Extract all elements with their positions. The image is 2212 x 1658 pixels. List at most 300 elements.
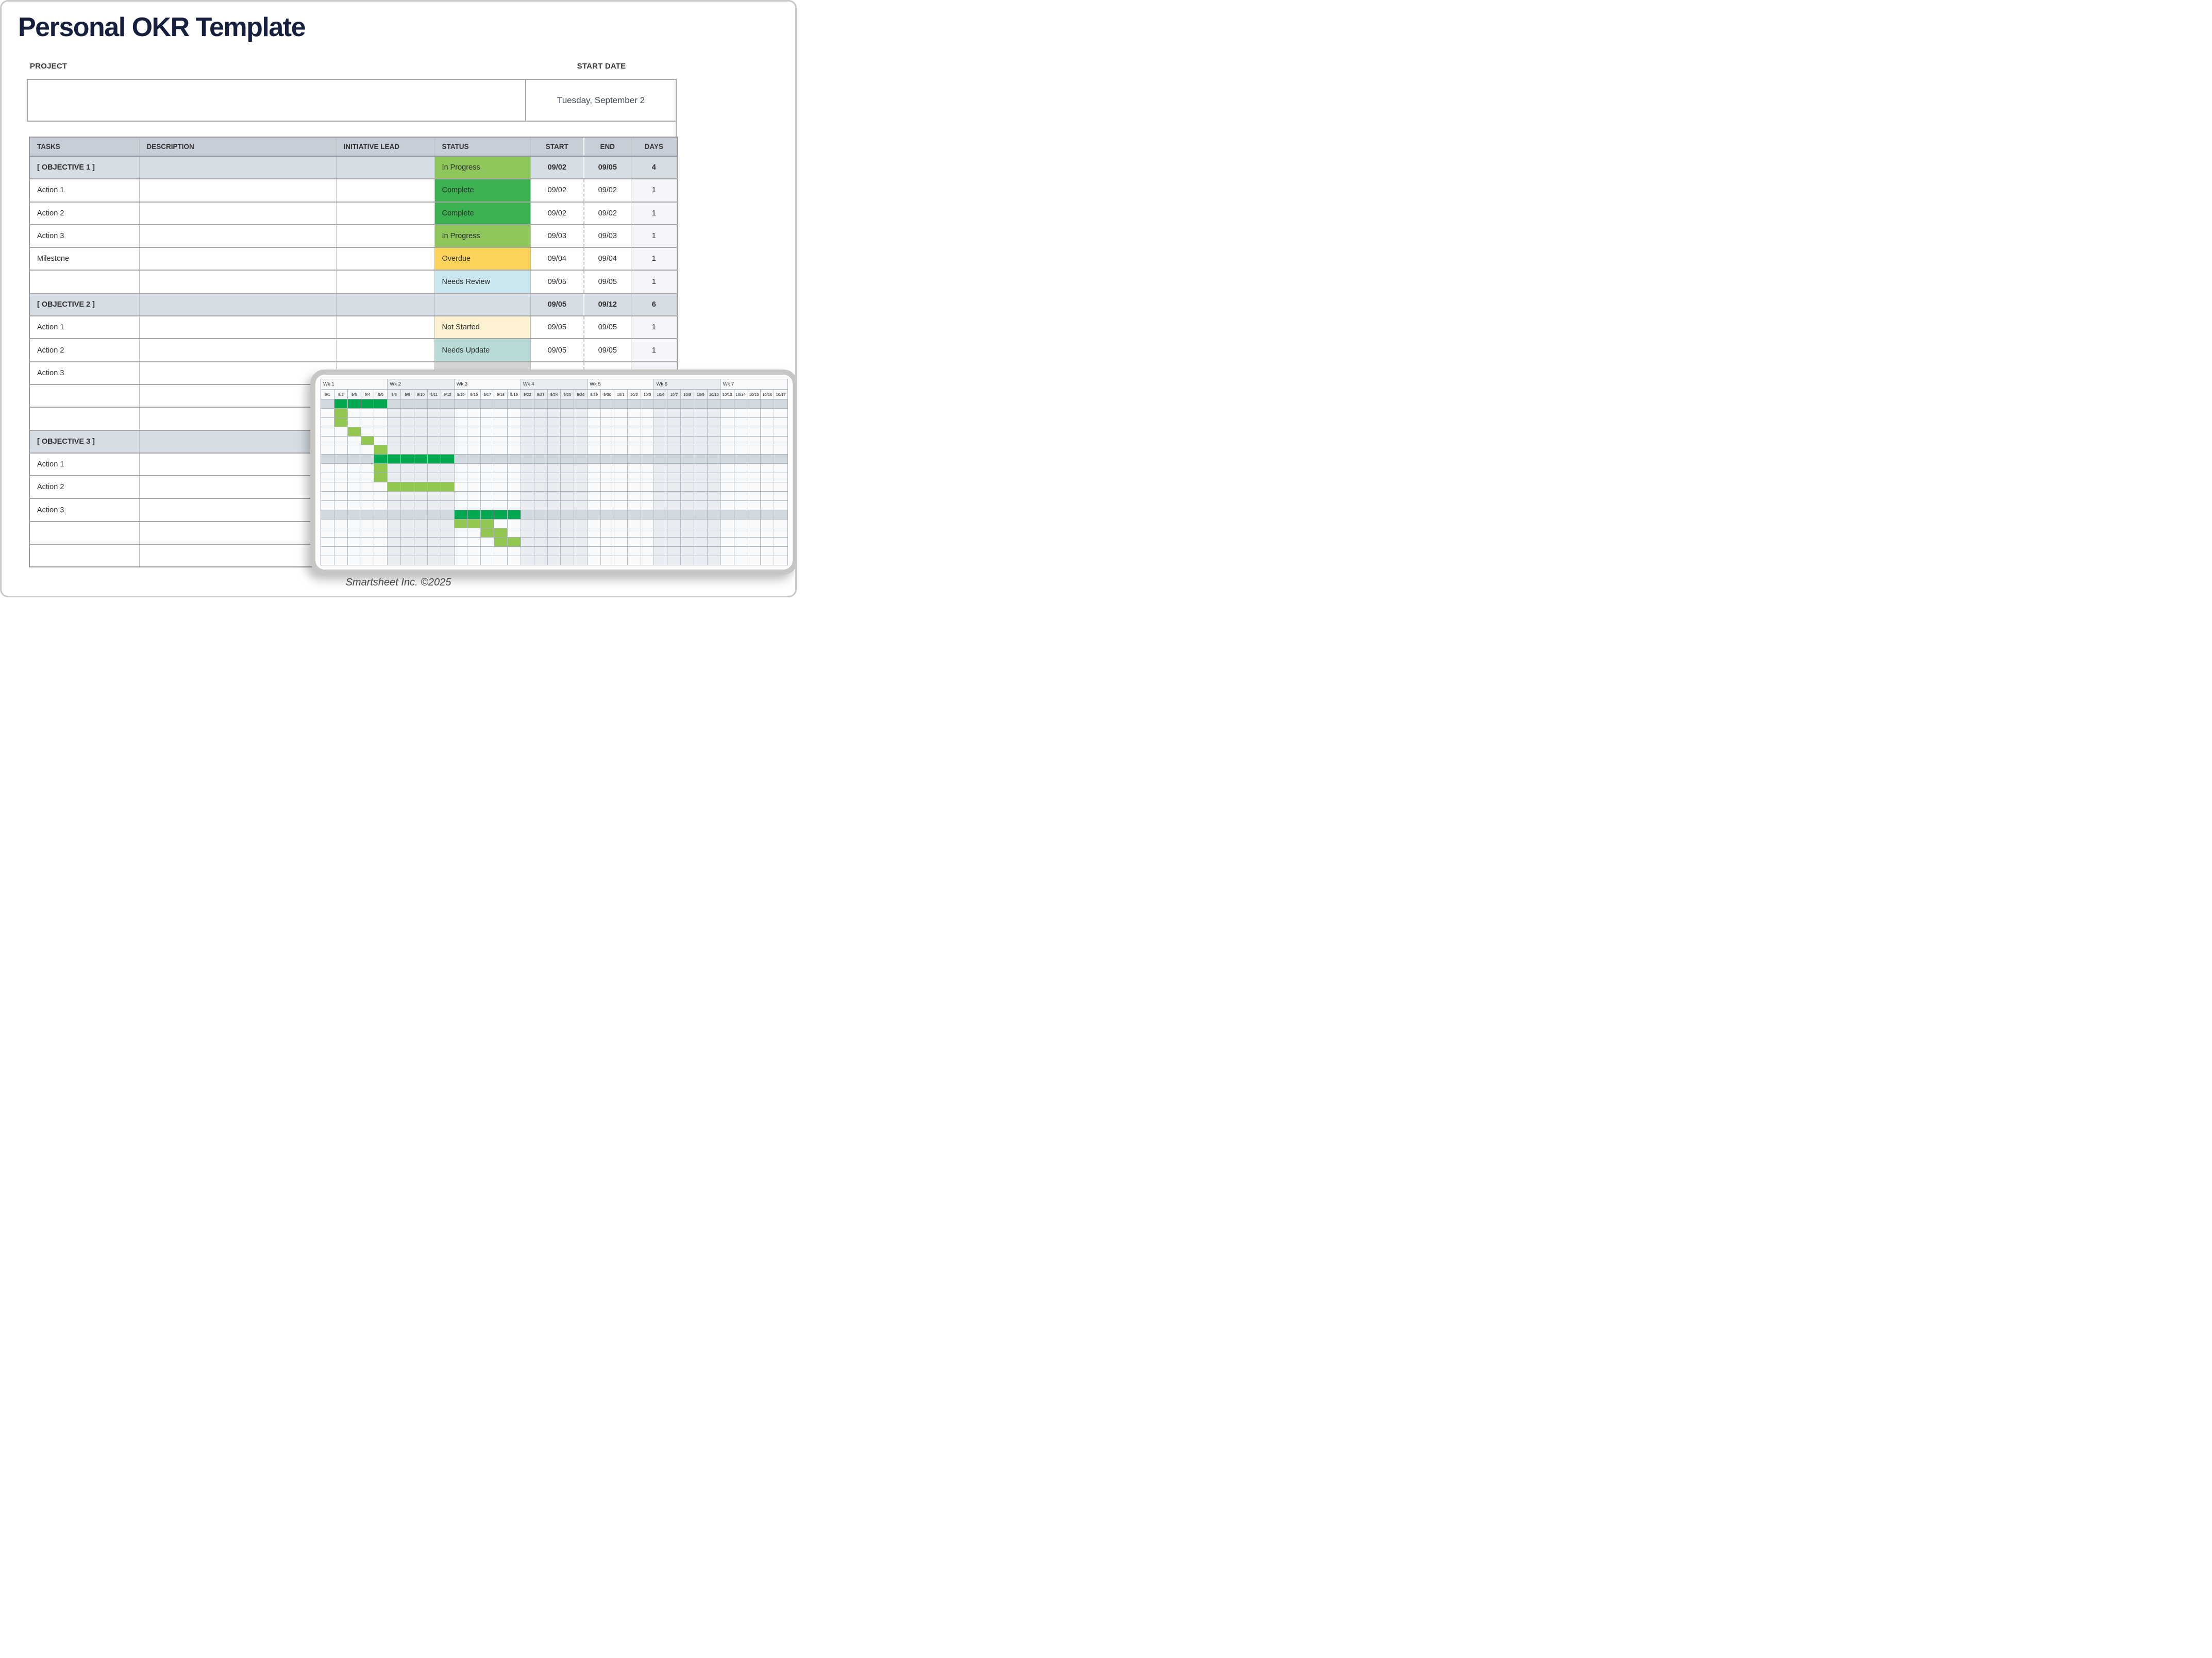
gantt-cell xyxy=(494,427,508,437)
status-cell[interactable]: Needs Review xyxy=(434,270,530,293)
gantt-cell xyxy=(388,418,401,427)
description-cell[interactable] xyxy=(139,247,336,270)
gantt-cell xyxy=(334,464,348,473)
end-cell[interactable]: 09/05 xyxy=(584,270,631,293)
gantt-cell xyxy=(481,427,494,437)
gantt-cell xyxy=(388,520,401,529)
gantt-cell xyxy=(574,556,588,565)
gantt-cell xyxy=(641,528,655,538)
status-cell[interactable]: Not Started xyxy=(434,316,530,339)
description-cell[interactable] xyxy=(139,339,336,361)
gantt-cell xyxy=(694,482,708,492)
gantt-cell xyxy=(654,427,667,437)
gantt-cell xyxy=(348,501,361,510)
gantt-cell xyxy=(681,437,694,446)
gantt-cell xyxy=(414,538,428,547)
gantt-cell xyxy=(574,427,588,437)
gantt-cell xyxy=(548,464,561,473)
gantt-week-label: Wk 7 xyxy=(721,379,787,390)
task-cell[interactable]: [ OBJECTIVE 1 ] xyxy=(29,156,139,179)
gantt-overlay-card xyxy=(310,370,797,575)
gantt-bar-cell xyxy=(494,528,508,538)
gantt-cell xyxy=(428,427,441,437)
gantt-cell xyxy=(481,437,494,446)
gantt-cell xyxy=(361,482,375,492)
gantt-cell xyxy=(401,510,414,520)
gantt-cell xyxy=(614,464,628,473)
gantt-cell xyxy=(601,556,614,565)
task-cell[interactable]: Action 2 xyxy=(29,339,139,361)
end-cell[interactable]: 09/05 xyxy=(584,339,631,361)
gantt-cell xyxy=(414,528,428,538)
gantt-bar-cell xyxy=(374,464,388,473)
gantt-cell xyxy=(321,528,334,538)
gantt-day-label: 10/10 xyxy=(708,390,721,399)
gantt-cell xyxy=(481,445,494,455)
gantt-cell xyxy=(508,492,521,501)
gantt-cell xyxy=(708,409,721,418)
description-cell[interactable] xyxy=(139,225,336,247)
gantt-cell xyxy=(694,464,708,473)
gantt-cell xyxy=(548,501,561,510)
gantt-bar-cell xyxy=(374,473,388,482)
description-cell[interactable] xyxy=(139,156,336,179)
end-cell[interactable]: 09/04 xyxy=(584,247,631,270)
description-cell[interactable] xyxy=(139,453,336,476)
initiative-lead-cell[interactable] xyxy=(336,202,434,225)
gantt-cell xyxy=(761,492,774,501)
gantt-cell xyxy=(361,501,375,510)
gantt-cell xyxy=(494,409,508,418)
gantt-cell xyxy=(455,547,468,556)
end-cell[interactable]: 09/02 xyxy=(584,179,631,202)
gantt-cell xyxy=(561,437,574,446)
description-cell[interactable] xyxy=(139,270,336,293)
gantt-cell xyxy=(747,520,761,529)
column-header-end: END xyxy=(584,137,631,156)
gantt-cell xyxy=(628,437,641,446)
gantt-cell xyxy=(774,547,787,556)
end-cell[interactable]: 09/05 xyxy=(584,156,631,179)
gantt-cell xyxy=(414,547,428,556)
gantt-day-label: 9/5 xyxy=(374,390,388,399)
gantt-cell xyxy=(374,437,388,446)
gantt-cell xyxy=(628,520,641,529)
gantt-cell xyxy=(534,427,548,437)
gantt-cell xyxy=(641,510,655,520)
gantt-cell xyxy=(374,556,388,565)
gantt-cell xyxy=(574,520,588,529)
gantt-cell xyxy=(361,538,375,547)
description-cell[interactable] xyxy=(139,316,336,339)
initiative-lead-cell[interactable] xyxy=(336,156,434,179)
gantt-cell xyxy=(654,445,667,455)
gantt-cell xyxy=(628,399,641,409)
days-cell[interactable]: 1 xyxy=(631,247,677,270)
gantt-cell xyxy=(334,445,348,455)
gantt-cell xyxy=(348,464,361,473)
start-cell[interactable]: 09/02 xyxy=(530,156,584,179)
gantt-cell xyxy=(401,445,414,455)
gantt-cell xyxy=(734,492,748,501)
gantt-day-label: 10/15 xyxy=(747,390,761,399)
gantt-cell xyxy=(574,492,588,501)
gantt-cell xyxy=(774,482,787,492)
days-cell[interactable]: 1 xyxy=(631,179,677,202)
days-cell[interactable]: 1 xyxy=(631,270,677,293)
initiative-lead-cell[interactable] xyxy=(336,179,434,202)
gantt-cell xyxy=(654,418,667,427)
gantt-cell xyxy=(628,482,641,492)
gantt-cell xyxy=(681,510,694,520)
gantt-cell xyxy=(747,492,761,501)
gantt-cell xyxy=(361,492,375,501)
gantt-cell xyxy=(481,464,494,473)
description-cell[interactable] xyxy=(139,522,336,544)
project-input[interactable] xyxy=(27,79,526,122)
gantt-cell xyxy=(601,437,614,446)
gantt-cell xyxy=(774,501,787,510)
gantt-bar-cell xyxy=(481,528,494,538)
page xyxy=(0,0,797,597)
gantt-cell xyxy=(588,520,601,529)
description-cell[interactable] xyxy=(139,430,336,453)
gantt-cell xyxy=(428,538,441,547)
gantt-cell xyxy=(761,399,774,409)
table-row xyxy=(29,179,677,202)
gantt-cell xyxy=(734,520,748,529)
gantt-cell xyxy=(388,427,401,437)
gantt-cell xyxy=(428,399,441,409)
description-cell[interactable] xyxy=(139,179,336,202)
gantt-cell xyxy=(361,427,375,437)
gantt-cell xyxy=(388,399,401,409)
days-cell[interactable]: 4 xyxy=(631,156,677,179)
gantt-cell xyxy=(508,409,521,418)
gantt-day-label: 10/17 xyxy=(774,390,787,399)
gantt-cell xyxy=(321,427,334,437)
days-cell[interactable]: 1 xyxy=(631,339,677,361)
gantt-cell xyxy=(721,492,734,501)
gantt-cell xyxy=(574,538,588,547)
gantt-cell xyxy=(521,482,534,492)
gantt-cell xyxy=(774,520,787,529)
gantt-cell xyxy=(628,538,641,547)
task-cell[interactable] xyxy=(29,270,139,293)
gantt-cell xyxy=(455,501,468,510)
gantt-day-label: 9/25 xyxy=(561,390,574,399)
gantt-cell xyxy=(441,437,455,446)
task-cell[interactable]: [ OBJECTIVE 3 ] xyxy=(29,430,139,453)
initiative-lead-cell[interactable] xyxy=(336,316,434,339)
days-cell[interactable]: 1 xyxy=(631,225,677,247)
task-cell[interactable] xyxy=(29,407,139,430)
gantt-cell xyxy=(428,445,441,455)
gantt-cell xyxy=(734,455,748,464)
start-cell[interactable]: 09/02 xyxy=(530,202,584,225)
gantt-cell xyxy=(441,445,455,455)
gantt-cell xyxy=(521,492,534,501)
gantt-cell xyxy=(654,482,667,492)
gantt-cell xyxy=(747,528,761,538)
start-cell[interactable]: 09/05 xyxy=(530,270,584,293)
gantt-day-label: 10/3 xyxy=(641,390,655,399)
gantt-cell xyxy=(614,445,628,455)
gantt-bar-cell xyxy=(481,510,494,520)
gantt-cell xyxy=(721,427,734,437)
gantt-bar-cell xyxy=(467,520,481,529)
gantt-cell xyxy=(601,409,614,418)
status-cell[interactable]: Overdue xyxy=(434,247,530,270)
gantt-cell xyxy=(334,510,348,520)
gantt-cell xyxy=(721,409,734,418)
gantt-cell xyxy=(614,492,628,501)
gantt-cell xyxy=(694,445,708,455)
gantt-cell xyxy=(734,437,748,446)
gantt-cell xyxy=(774,492,787,501)
gantt-cell xyxy=(348,492,361,501)
gantt-cell xyxy=(361,455,375,464)
gantt-cell xyxy=(561,473,574,482)
gantt-cell xyxy=(428,547,441,556)
gantt-cell xyxy=(761,418,774,427)
gantt-day-label: 10/7 xyxy=(667,390,681,399)
gantt-cell xyxy=(747,482,761,492)
gantt-cell xyxy=(321,482,334,492)
gantt-bar-cell xyxy=(508,538,521,547)
gantt-cell xyxy=(348,556,361,565)
gantt-cell xyxy=(708,528,721,538)
initiative-lead-cell[interactable] xyxy=(336,293,434,316)
gantt-cell xyxy=(601,427,614,437)
description-cell[interactable] xyxy=(139,407,336,430)
status-cell[interactable]: Complete xyxy=(434,202,530,225)
gantt-cell xyxy=(467,492,481,501)
gantt-cell xyxy=(641,409,655,418)
gantt-cell xyxy=(761,427,774,437)
gantt-bar-cell xyxy=(428,482,441,492)
gantt-cell xyxy=(614,510,628,520)
gantt-cell xyxy=(521,547,534,556)
gantt-cell xyxy=(681,418,694,427)
task-cell[interactable] xyxy=(29,544,139,567)
gantt-cell xyxy=(521,437,534,446)
description-cell[interactable] xyxy=(139,293,336,316)
gantt-cell xyxy=(481,501,494,510)
gantt-cell xyxy=(628,464,641,473)
description-cell[interactable] xyxy=(139,498,336,521)
gantt-cell xyxy=(761,528,774,538)
start-cell[interactable]: 09/05 xyxy=(530,293,584,316)
gantt-bar-cell xyxy=(414,482,428,492)
task-cell[interactable]: Action 3 xyxy=(29,225,139,247)
task-cell[interactable]: Action 3 xyxy=(29,498,139,521)
gantt-cell xyxy=(521,455,534,464)
gantt-cell xyxy=(588,556,601,565)
gantt-cell xyxy=(574,445,588,455)
description-cell[interactable] xyxy=(139,476,336,498)
task-cell[interactable]: Action 3 xyxy=(29,362,139,384)
gantt-cell xyxy=(588,409,601,418)
end-cell[interactable]: 09/03 xyxy=(584,225,631,247)
description-cell[interactable] xyxy=(139,202,336,225)
gantt-cell xyxy=(321,464,334,473)
task-cell[interactable]: Action 1 xyxy=(29,316,139,339)
gantt-cell xyxy=(321,556,334,565)
gantt-cell xyxy=(401,464,414,473)
initiative-lead-cell[interactable] xyxy=(336,225,434,247)
gantt-cell xyxy=(321,547,334,556)
start-cell[interactable]: 09/03 xyxy=(530,225,584,247)
gantt-cell xyxy=(601,547,614,556)
gantt-cell xyxy=(494,482,508,492)
description-cell[interactable] xyxy=(139,362,336,384)
status-cell[interactable]: In Progress xyxy=(434,156,530,179)
days-cell[interactable]: 1 xyxy=(631,202,677,225)
gantt-cell xyxy=(414,437,428,446)
gantt-cell xyxy=(548,510,561,520)
gantt-cell xyxy=(561,445,574,455)
table-row xyxy=(29,293,677,316)
gantt-cell xyxy=(467,556,481,565)
gantt-cell xyxy=(467,437,481,446)
gantt-cell xyxy=(667,464,681,473)
gantt-cell xyxy=(388,445,401,455)
gantt-cell xyxy=(348,473,361,482)
gantt-cell xyxy=(467,538,481,547)
gantt-cell xyxy=(667,455,681,464)
gantt-bar-cell xyxy=(494,510,508,520)
gantt-cell xyxy=(614,528,628,538)
task-cell[interactable]: Action 2 xyxy=(29,202,139,225)
footer-credit: Smartsheet Inc. ©2025 xyxy=(345,577,451,588)
gantt-cell xyxy=(361,556,375,565)
start-cell[interactable]: 09/05 xyxy=(530,339,584,361)
gantt-cell xyxy=(361,528,375,538)
start-cell[interactable]: 09/02 xyxy=(530,179,584,202)
gantt-cell xyxy=(467,501,481,510)
gantt-cell xyxy=(414,473,428,482)
start-cell[interactable]: 09/04 xyxy=(530,247,584,270)
gantt-cell xyxy=(654,409,667,418)
task-cell[interactable] xyxy=(29,384,139,407)
gantt-cell xyxy=(721,464,734,473)
end-cell[interactable]: 09/02 xyxy=(584,202,631,225)
gantt-cell xyxy=(508,482,521,492)
end-cell[interactable]: 09/12 xyxy=(584,293,631,316)
end-cell[interactable]: 09/05 xyxy=(584,316,631,339)
initiative-lead-cell[interactable] xyxy=(336,270,434,293)
task-cell[interactable]: Action 2 xyxy=(29,476,139,498)
gantt-cell xyxy=(681,464,694,473)
gantt-cell xyxy=(694,455,708,464)
column-header-tasks: TASKS xyxy=(29,137,139,156)
gantt-cell xyxy=(734,473,748,482)
gantt-cell xyxy=(614,520,628,529)
gantt-cell xyxy=(374,418,388,427)
gantt-cell xyxy=(548,547,561,556)
description-cell[interactable] xyxy=(139,544,336,567)
gantt-cell xyxy=(388,437,401,446)
gantt-cell xyxy=(401,538,414,547)
gantt-cell xyxy=(481,473,494,482)
start-date-input[interactable] xyxy=(526,79,677,122)
initiative-lead-cell[interactable] xyxy=(336,339,434,361)
gantt-cell xyxy=(494,547,508,556)
gantt-cell xyxy=(428,520,441,529)
gantt-cell xyxy=(761,547,774,556)
gantt-cell xyxy=(388,409,401,418)
gantt-cell xyxy=(681,547,694,556)
gantt-bar-cell xyxy=(414,455,428,464)
gantt-cell xyxy=(348,520,361,529)
gantt-cell xyxy=(441,556,455,565)
task-cell[interactable] xyxy=(29,522,139,544)
gantt-cell xyxy=(401,437,414,446)
gantt-cell xyxy=(334,482,348,492)
gantt-cell xyxy=(467,482,481,492)
gantt-cell xyxy=(774,455,787,464)
status-cell[interactable] xyxy=(434,293,530,316)
gantt-cell xyxy=(361,547,375,556)
status-cell[interactable]: In Progress xyxy=(434,225,530,247)
gantt-cell xyxy=(361,418,375,427)
task-cell[interactable]: Action 1 xyxy=(29,179,139,202)
gantt-cell xyxy=(441,464,455,473)
gantt-cell xyxy=(361,473,375,482)
gantt-cell xyxy=(721,510,734,520)
gantt-cell xyxy=(374,538,388,547)
task-cell[interactable]: Milestone xyxy=(29,247,139,270)
gantt-day-label: 9/9 xyxy=(401,390,414,399)
gantt-cell xyxy=(588,501,601,510)
gantt-cell xyxy=(534,455,548,464)
gantt-cell xyxy=(521,418,534,427)
description-cell[interactable] xyxy=(139,384,336,407)
gantt-cell xyxy=(441,418,455,427)
gantt-cell xyxy=(708,399,721,409)
gantt-cell xyxy=(614,473,628,482)
start-cell[interactable]: 09/05 xyxy=(530,316,584,339)
gantt-cell xyxy=(667,538,681,547)
gantt-cell xyxy=(508,427,521,437)
task-cell[interactable]: Action 1 xyxy=(29,453,139,476)
gantt-day-label: 9/16 xyxy=(467,390,481,399)
status-cell[interactable]: Complete xyxy=(434,179,530,202)
gantt-cell xyxy=(534,464,548,473)
gantt-cell xyxy=(601,520,614,529)
status-cell[interactable]: Needs Update xyxy=(434,339,530,361)
task-cell[interactable]: [ OBJECTIVE 2 ] xyxy=(29,293,139,316)
gantt-cell xyxy=(774,556,787,565)
gantt-cell xyxy=(721,473,734,482)
gantt-cell xyxy=(334,492,348,501)
initiative-lead-cell[interactable] xyxy=(336,247,434,270)
gantt-cell xyxy=(708,501,721,510)
gantt-week-label: Wk 1 xyxy=(321,379,388,390)
gantt-cell xyxy=(747,455,761,464)
gantt-cell xyxy=(388,510,401,520)
days-cell[interactable]: 1 xyxy=(631,316,677,339)
gantt-cell xyxy=(614,409,628,418)
gantt-cell xyxy=(494,399,508,409)
gantt-cell xyxy=(708,520,721,529)
gantt-cell xyxy=(641,418,655,427)
gantt-cell xyxy=(548,399,561,409)
gantt-cell xyxy=(694,538,708,547)
days-cell[interactable]: 6 xyxy=(631,293,677,316)
gantt-cell xyxy=(401,399,414,409)
